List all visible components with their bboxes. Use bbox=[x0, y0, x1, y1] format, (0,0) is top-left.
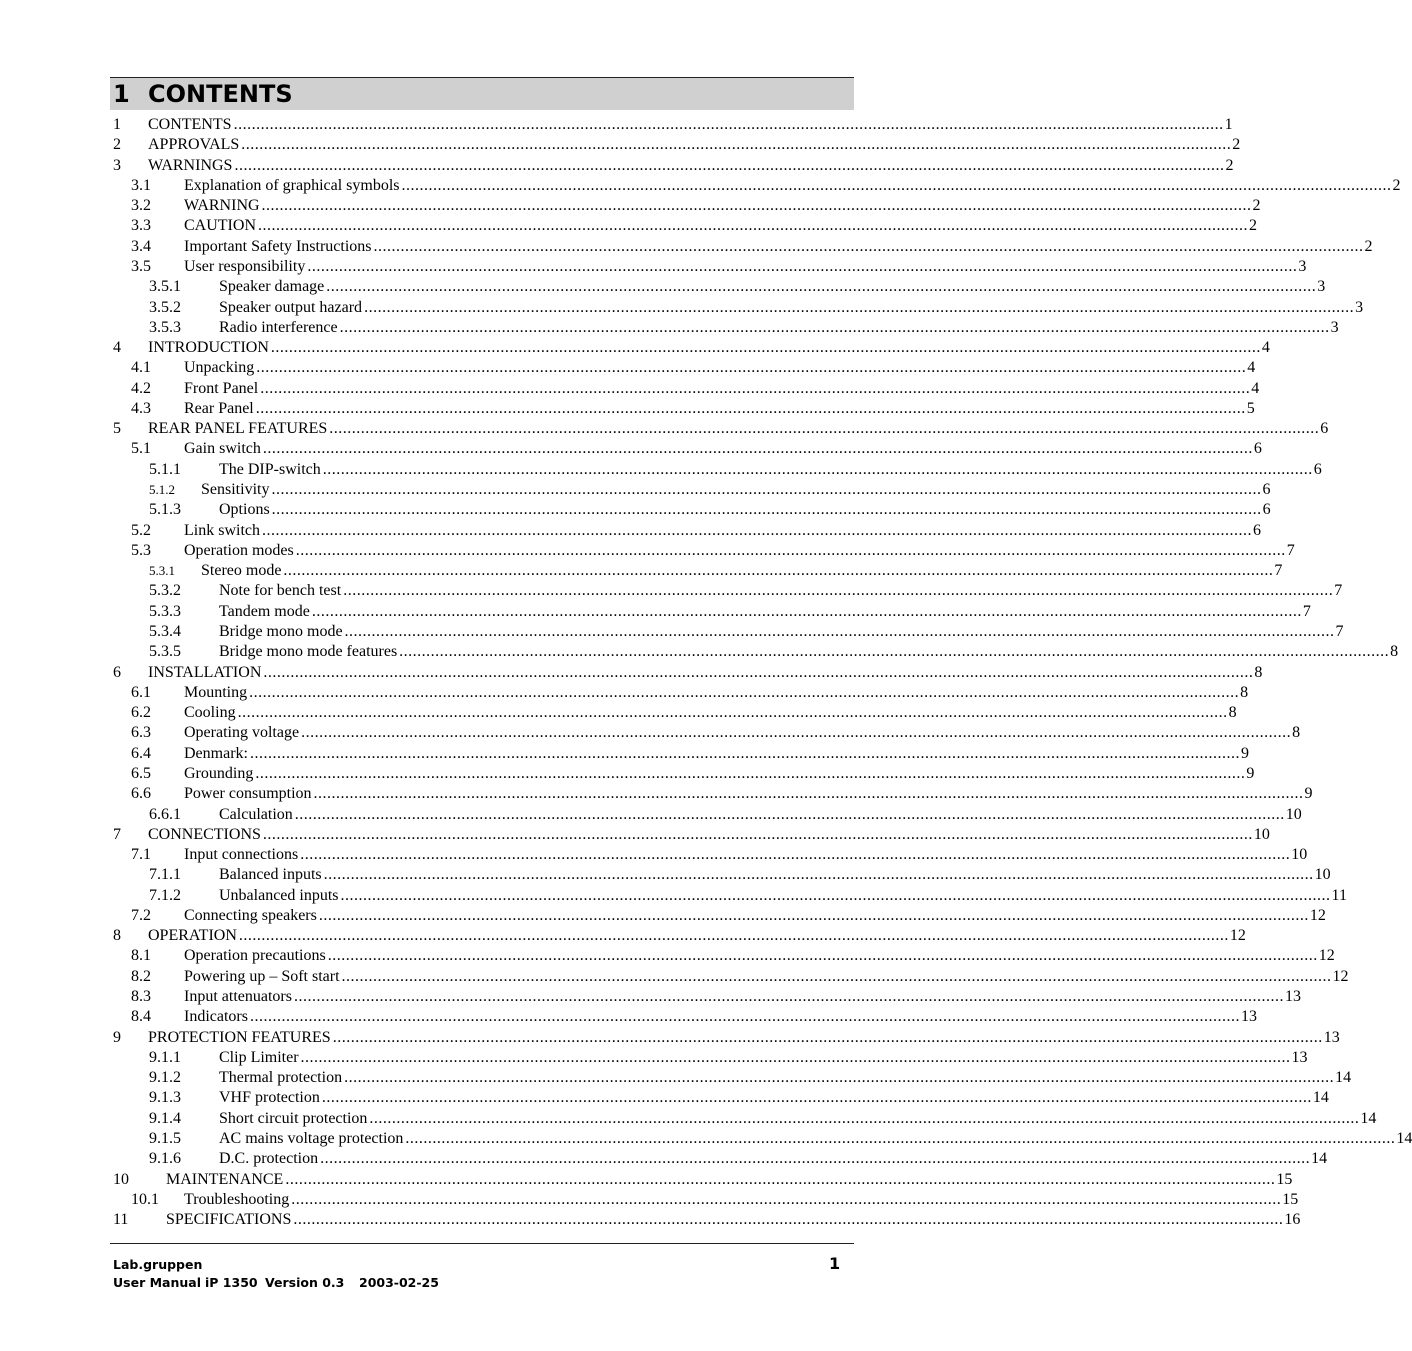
toc-dot-leader: ............................................................................................................................................................................................................................ bbox=[332, 1028, 1323, 1046]
toc-entry[interactable] bbox=[0, 1210, 1301, 1230]
toc-entry[interactable] bbox=[0, 1190, 1299, 1210]
footer-model: iP 1350 bbox=[205, 1275, 258, 1290]
toc-dot-leader: ............................................................................................................................................................................................................................ bbox=[260, 379, 1251, 397]
toc-entry-page: 2 bbox=[1392, 176, 1401, 194]
toc-entry-page: 2 bbox=[1249, 217, 1257, 235]
toc-entry-title: Balanced inputs bbox=[219, 866, 322, 884]
toc-dot-leader: ............................................................................................................................................................................................................................ bbox=[369, 1109, 1360, 1127]
toc-entry-number: 3.2 bbox=[131, 197, 151, 215]
toc-entry-page: 6 bbox=[1262, 501, 1271, 519]
toc-dot-leader: ............................................................................................................................................................................................................................ bbox=[344, 623, 1335, 640]
toc-dot-leader: ............................................................................................................................................................................................................................ bbox=[329, 420, 1320, 438]
toc-entry-page: 13 bbox=[1323, 1028, 1340, 1046]
toc-entry-number: 7.2 bbox=[131, 906, 151, 924]
toc-entry[interactable] bbox=[0, 967, 1349, 987]
footer-date: 2003-02-25 bbox=[359, 1275, 439, 1290]
footer-rule bbox=[110, 1243, 854, 1244]
toc-entry-title: The DIP-switch bbox=[219, 460, 321, 478]
toc-dot-leader: ............................................................................................................................................................................................................................ bbox=[258, 217, 1248, 235]
toc-entry-title: Denmark: bbox=[184, 744, 248, 762]
toc-entry-page: 11 bbox=[1331, 886, 1347, 904]
toc-entry[interactable] bbox=[0, 602, 1311, 622]
toc-dot-leader: ............................................................................................................................................................................................................................ bbox=[237, 704, 1228, 722]
toc-entry-title: Speaker output hazard bbox=[219, 298, 363, 316]
footer-brand: Lab.gruppen bbox=[113, 1257, 203, 1272]
toc-dot-leader: ............................................................................................................................................................................................................................ bbox=[270, 339, 1261, 357]
toc-entry-title: Calculation bbox=[219, 805, 293, 823]
toc-dot-leader: ............................................................................................................................................................................................................................ bbox=[300, 846, 1291, 864]
toc-entry[interactable] bbox=[0, 825, 1270, 845]
page-number: 1 bbox=[829, 1254, 841, 1273]
toc-entry-page: 14 bbox=[1396, 1130, 1412, 1147]
toc-entry-page: 8 bbox=[1390, 643, 1399, 661]
toc-entry-title: Rear Panel bbox=[184, 399, 254, 417]
toc-entry[interactable] bbox=[0, 805, 1302, 825]
toc-entry-title: Radio interference bbox=[219, 318, 338, 336]
toc-dot-leader: ............................................................................................................................................................................................................................ bbox=[255, 399, 1246, 417]
toc-entry-title: APPROVALS bbox=[148, 136, 240, 154]
toc-entry-page: 3 bbox=[1355, 298, 1364, 316]
toc-dot-leader: ............................................................................................................................................................................................................................ bbox=[399, 643, 1390, 661]
toc-entry[interactable] bbox=[0, 723, 1301, 743]
toc-entry-page: 6 bbox=[1320, 420, 1329, 438]
toc-entry[interactable] bbox=[0, 1129, 1412, 1149]
toc-entry[interactable] bbox=[0, 399, 1255, 419]
toc-entry-page: 4 bbox=[1247, 359, 1256, 377]
toc-dot-leader: ............................................................................................................................................................................................................................ bbox=[261, 197, 1252, 215]
toc-entry-page: 6 bbox=[1313, 460, 1322, 478]
toc-dot-leader: ............................................................................................................................................................................................................................ bbox=[300, 1048, 1291, 1066]
toc-entry-page: 6 bbox=[1262, 481, 1271, 499]
toc-entry-page: 3 bbox=[1317, 278, 1326, 296]
toc-entry-title: Explanation of graphical symbols bbox=[184, 176, 400, 194]
toc-dot-leader: ............................................................................................................................................................................................................................ bbox=[262, 825, 1253, 843]
toc-entry-number: 6.5 bbox=[131, 764, 151, 782]
toc-entry-page: 10 bbox=[1291, 846, 1308, 864]
toc-entry-number: 4.2 bbox=[131, 379, 151, 397]
toc-entry-title: Unbalanced inputs bbox=[219, 886, 339, 904]
toc-entry[interactable] bbox=[0, 196, 1261, 216]
toc-entry[interactable] bbox=[0, 906, 1326, 926]
toc-entry-page: 15 bbox=[1276, 1170, 1293, 1188]
toc-entry[interactable] bbox=[0, 1088, 1329, 1108]
toc-entry-title: WARNINGS bbox=[148, 156, 233, 174]
toc-entry[interactable] bbox=[0, 338, 1270, 358]
toc-entry-number: 8.1 bbox=[131, 947, 151, 965]
toc-entry-title: Link switch bbox=[184, 521, 260, 539]
toc-entry-number: 6.6.1 bbox=[149, 805, 181, 823]
toc-entry[interactable] bbox=[0, 379, 1260, 399]
toc-entry[interactable] bbox=[0, 622, 1344, 642]
toc-entry-number: 3.1 bbox=[131, 176, 151, 194]
toc-entry-number: 5.3.5 bbox=[149, 643, 181, 661]
toc-dot-leader: ............................................................................................................................................................................................................................ bbox=[263, 663, 1254, 681]
toc-entry-title: WARNING bbox=[184, 197, 260, 215]
heading-number: 1 bbox=[113, 80, 130, 108]
toc-entry[interactable] bbox=[0, 886, 1347, 906]
toc-entry-title: VHF protection bbox=[219, 1089, 320, 1107]
toc-dot-leader: ............................................................................................................................................................................................................................ bbox=[291, 1190, 1282, 1208]
toc-entry[interactable] bbox=[0, 541, 1295, 561]
toc-entry-title: Bridge mono mode features bbox=[219, 643, 398, 661]
toc-dot-leader: ............................................................................................................................................................................................................................ bbox=[307, 257, 1298, 275]
toc-entry-page: 2 bbox=[1364, 237, 1373, 255]
toc-entry-number: 8.2 bbox=[131, 967, 151, 985]
toc-entry-title: Input attenuators bbox=[184, 988, 292, 1006]
toc-entry[interactable] bbox=[0, 318, 1339, 338]
toc-entry-number: 7 bbox=[113, 825, 121, 843]
toc-entry[interactable] bbox=[0, 703, 1237, 723]
toc-entry-page: 8 bbox=[1292, 724, 1301, 742]
toc-dot-leader: ............................................................................................................................................................................................................................ bbox=[311, 602, 1302, 620]
toc-dot-leader: ............................................................................................................................................................................................................................ bbox=[341, 967, 1332, 985]
toc-dot-leader: ............................................................................................................................................................................................................................ bbox=[271, 501, 1262, 519]
toc-entry-title: INSTALLATION bbox=[148, 663, 262, 681]
toc-entry[interactable] bbox=[0, 1149, 1328, 1169]
toc-dot-leader: ............................................................................................................................................................................................................................ bbox=[241, 136, 1232, 154]
toc-entry-title: Gain switch bbox=[184, 440, 261, 458]
toc-dot-leader: ............................................................................................................................................................................................................................ bbox=[326, 278, 1317, 296]
toc-entry-page: 7 bbox=[1335, 623, 1344, 640]
toc-entry-title: Operation precautions bbox=[184, 947, 326, 965]
toc-entry-number: 9 bbox=[113, 1028, 121, 1046]
toc-entry-title: Operating voltage bbox=[184, 724, 300, 742]
toc-entry-page: 2 bbox=[1225, 156, 1234, 174]
toc-entry-title: Operation modes bbox=[184, 541, 294, 559]
toc-entry-page: 12 bbox=[1229, 927, 1246, 945]
toc-entry[interactable] bbox=[0, 460, 1322, 480]
toc-entry[interactable] bbox=[0, 845, 1308, 865]
toc-entry-title: INTRODUCTION bbox=[148, 339, 269, 357]
toc-entry-number: 5 bbox=[113, 420, 121, 438]
toc-entry-page: 13 bbox=[1284, 988, 1301, 1006]
toc-entry-page: 13 bbox=[1291, 1048, 1308, 1066]
toc-entry-page: 8 bbox=[1240, 683, 1249, 701]
toc-entry-page: 7 bbox=[1302, 602, 1311, 620]
toc-dot-leader: ............................................................................................................................................................................................................................ bbox=[238, 927, 1229, 945]
toc-dot-leader: ............................................................................................................................................................................................................................ bbox=[401, 176, 1392, 194]
toc-dot-leader: ............................................................................................................................................................................................................................ bbox=[283, 562, 1274, 580]
toc-entry[interactable] bbox=[0, 277, 1326, 297]
toc-entry-title: Sensitivity bbox=[201, 481, 270, 499]
toc-dot-leader: ............................................................................................................................................................................................................................ bbox=[343, 582, 1334, 600]
toc-dot-leader: ............................................................................................................................................................................................................................ bbox=[293, 1211, 1284, 1229]
contents-heading bbox=[110, 77, 854, 110]
toc-entry[interactable] bbox=[0, 500, 1271, 520]
toc-entry[interactable] bbox=[0, 1028, 1340, 1048]
toc-entry-page: 8 bbox=[1254, 663, 1263, 681]
toc-entry-page: 3 bbox=[1298, 257, 1307, 275]
toc-entry[interactable] bbox=[0, 987, 1301, 1007]
toc-entry-number: 3 bbox=[113, 156, 121, 174]
footer-doc: User Manual bbox=[113, 1275, 201, 1290]
toc-entry-number: 5.1.1 bbox=[149, 460, 181, 478]
toc-dot-leader: ............................................................................................................................................................................................................................ bbox=[234, 156, 1225, 174]
toc-entry-number: 9.1.5 bbox=[149, 1130, 181, 1147]
toc-entry[interactable] bbox=[0, 581, 1343, 601]
toc-entry-number: 4 bbox=[113, 339, 121, 357]
toc-entry-page: 10 bbox=[1253, 825, 1270, 843]
toc-entry-number: 9.1.4 bbox=[149, 1109, 181, 1127]
toc-dot-leader: ............................................................................................................................................................................................................................ bbox=[318, 906, 1309, 924]
toc-entry[interactable] bbox=[0, 642, 1399, 662]
toc-entry-title: Unpacking bbox=[184, 359, 255, 377]
toc-entry-title: PROTECTION FEATURES bbox=[148, 1028, 331, 1046]
toc-entry-number: 9.1.1 bbox=[149, 1048, 181, 1066]
toc-entry-number: 6.2 bbox=[131, 704, 151, 722]
toc-entry-title: Mounting bbox=[184, 683, 248, 701]
toc-entry-page: 10 bbox=[1285, 805, 1302, 823]
toc-entry-number: 3.5.3 bbox=[149, 318, 181, 336]
toc-entry-page: 14 bbox=[1311, 1150, 1328, 1168]
toc-entry-page: 7 bbox=[1274, 562, 1283, 580]
toc-entry-title: Clip Limiter bbox=[219, 1048, 299, 1066]
toc-entry-page: 9 bbox=[1304, 785, 1313, 803]
toc-entry-title: Indicators bbox=[184, 1008, 248, 1026]
toc-entry[interactable] bbox=[0, 683, 1249, 703]
toc-entry-page: 15 bbox=[1282, 1190, 1299, 1208]
toc-entry-title: Powering up – Soft start bbox=[184, 967, 340, 985]
toc-dot-leader: ............................................................................................................................................................................................................................ bbox=[313, 785, 1304, 803]
toc-entry-title: Grounding bbox=[184, 764, 254, 782]
toc-entry[interactable] bbox=[0, 1068, 1352, 1088]
toc-entry-title: CONTENTS bbox=[148, 116, 232, 133]
toc-dot-leader: ............................................................................................................................................................................................................................ bbox=[405, 1130, 1396, 1147]
toc-entry[interactable] bbox=[0, 237, 1373, 257]
toc-entry-number: 8 bbox=[113, 927, 121, 945]
toc-entry[interactable] bbox=[0, 1048, 1308, 1068]
toc-dot-leader: ............................................................................................................................................................................................................................ bbox=[340, 886, 1331, 904]
toc-entry[interactable] bbox=[0, 764, 1255, 784]
toc-entry-number: 3.5.1 bbox=[149, 278, 181, 296]
toc-entry-number: 5.3.4 bbox=[149, 623, 181, 640]
toc-entry[interactable] bbox=[0, 946, 1335, 966]
toc-entry-number: 3.5.2 bbox=[149, 298, 181, 316]
toc-entry-number: 3.3 bbox=[131, 217, 151, 235]
toc-entry-title: Input connections bbox=[184, 846, 299, 864]
toc-entry-page: 3 bbox=[1330, 318, 1339, 336]
toc-dot-leader: ............................................................................................................................................................................................................................ bbox=[344, 1069, 1335, 1087]
toc-entry-number: 6 bbox=[113, 663, 121, 681]
toc-entry[interactable] bbox=[0, 176, 1401, 196]
toc-entry[interactable] bbox=[0, 561, 1283, 581]
toc-entry-title: Stereo mode bbox=[201, 562, 282, 580]
toc-entry-number: 6.1 bbox=[131, 683, 151, 701]
toc-dot-leader: ............................................................................................................................................................................................................................ bbox=[249, 683, 1240, 701]
toc-entry[interactable] bbox=[0, 358, 1256, 378]
toc-entry-number: 5.2 bbox=[131, 521, 151, 539]
toc-entry-title: Troubleshooting bbox=[184, 1190, 290, 1208]
toc-entry-title: Bridge mono mode bbox=[219, 623, 343, 640]
toc-entry-title: Note for bench test bbox=[219, 582, 342, 600]
toc-entry-number: 2 bbox=[113, 136, 121, 154]
toc-entry-number: 7.1 bbox=[131, 846, 151, 864]
toc-entry-page: 5 bbox=[1246, 399, 1255, 417]
toc-entry-number: 7.1.2 bbox=[149, 886, 181, 904]
toc-entry-title: MAINTENANCE bbox=[166, 1170, 284, 1188]
toc-dot-leader: ............................................................................................................................................................................................................................ bbox=[373, 237, 1364, 255]
toc-entry-page: 9 bbox=[1240, 744, 1249, 762]
toc-entry-title: Short circuit protection bbox=[219, 1109, 368, 1127]
toc-entry-page: 13 bbox=[1240, 1008, 1257, 1026]
toc-entry-title: D.C. protection bbox=[219, 1150, 319, 1168]
toc-entry-title: Important Safety Instructions bbox=[184, 237, 372, 255]
toc-entry-number: 9.1.3 bbox=[149, 1089, 181, 1107]
toc-entry[interactable] bbox=[0, 298, 1364, 318]
toc-entry-number: 8.4 bbox=[131, 1008, 151, 1026]
toc-dot-leader: ............................................................................................................................................................................................................................ bbox=[323, 866, 1314, 884]
toc-entry[interactable] bbox=[0, 1007, 1257, 1027]
toc-dot-leader: ............................................................................................................................................................................................................................ bbox=[262, 440, 1253, 458]
toc-entry-page: 2 bbox=[1252, 197, 1261, 215]
toc-entry-number: 10.1 bbox=[131, 1190, 159, 1208]
toc-entry[interactable] bbox=[0, 135, 1241, 155]
toc-entry-page: 12 bbox=[1332, 967, 1349, 985]
toc-dot-leader: ............................................................................................................................................................................................................................ bbox=[271, 481, 1262, 499]
toc-dot-leader: ............................................................................................................................................................................................................................ bbox=[256, 359, 1247, 377]
toc-entry-number: 4.1 bbox=[131, 359, 151, 377]
toc-entry-title: CAUTION bbox=[184, 217, 256, 235]
toc-entry[interactable] bbox=[0, 115, 1233, 135]
toc-entry-number: 6.6 bbox=[131, 785, 151, 803]
toc-dot-leader: ............................................................................................................................................................................................................................ bbox=[295, 541, 1286, 559]
toc-dot-leader: ............................................................................................................................................................................................................................ bbox=[233, 116, 1224, 133]
heading-title: CONTENTS bbox=[148, 80, 293, 108]
toc-entry-number: 3.4 bbox=[131, 237, 151, 255]
toc-dot-leader: ............................................................................................................................................................................................................................ bbox=[301, 724, 1292, 742]
toc-entry[interactable] bbox=[0, 156, 1234, 176]
toc-dot-leader: ............................................................................................................................................................................................................................ bbox=[327, 947, 1318, 965]
toc-entry-page: 8 bbox=[1228, 704, 1237, 722]
toc-entry-number: 6.4 bbox=[131, 744, 151, 762]
toc-entry-number: 3.5 bbox=[131, 257, 151, 275]
toc-dot-leader: ............................................................................................................................................................................................................................ bbox=[255, 764, 1246, 782]
toc-entry-number: 5.3 bbox=[131, 541, 151, 559]
toc-dot-leader: ............................................................................................................................................................................................................................ bbox=[285, 1170, 1276, 1188]
toc-entry-title: Tandem mode bbox=[219, 602, 310, 620]
toc-entry-number: 8.3 bbox=[131, 988, 151, 1006]
footer-version: Version 0.3 bbox=[265, 1275, 345, 1290]
toc-entry-number: 10 bbox=[113, 1170, 129, 1188]
toc-entry[interactable] bbox=[0, 216, 1257, 236]
toc-entry-number: 6.3 bbox=[131, 724, 151, 742]
toc-entry[interactable] bbox=[0, 480, 1271, 500]
toc-entry[interactable] bbox=[0, 744, 1249, 764]
toc-entry-page: 9 bbox=[1246, 764, 1255, 782]
toc-entry-title: Thermal protection bbox=[219, 1069, 343, 1087]
toc-entry-number: 5.3.3 bbox=[149, 602, 181, 620]
toc-entry-number: 5.1.2 bbox=[149, 482, 175, 498]
toc-dot-leader: ............................................................................................................................................................................................................................ bbox=[294, 805, 1285, 823]
toc-entry-number: 7.1.1 bbox=[149, 866, 181, 884]
toc-dot-leader: ............................................................................................................................................................................................................................ bbox=[322, 460, 1313, 478]
toc-dot-leader: ............................................................................................................................................................................................................................ bbox=[364, 298, 1355, 316]
toc-entry[interactable] bbox=[0, 865, 1331, 885]
toc-dot-leader: ............................................................................................................................................................................................................................ bbox=[339, 318, 1330, 336]
toc-entry-number: 5.3.1 bbox=[149, 563, 175, 579]
toc-entry-page: 7 bbox=[1286, 541, 1295, 559]
toc-entry-title: AC mains voltage protection bbox=[219, 1130, 404, 1147]
toc-entry-page: 7 bbox=[1334, 582, 1343, 600]
toc-entry[interactable] bbox=[0, 663, 1263, 683]
toc-entry-number: 9.1.6 bbox=[149, 1150, 181, 1168]
toc-entry-title: CONNECTIONS bbox=[148, 825, 261, 843]
toc-entry-number: 5.3.2 bbox=[149, 582, 181, 600]
toc-entry-number: 9.1.2 bbox=[149, 1069, 181, 1087]
toc-entry[interactable] bbox=[0, 521, 1261, 541]
toc-entry-title: Speaker damage bbox=[219, 278, 325, 296]
toc-entry-page: 12 bbox=[1309, 906, 1326, 924]
toc-entry-page: 4 bbox=[1261, 339, 1270, 357]
toc-entry-page: 1 bbox=[1224, 116, 1233, 133]
toc-entry-title: Options bbox=[219, 501, 270, 519]
toc-dot-leader: ............................................................................................................................................................................................................................ bbox=[293, 988, 1284, 1006]
toc-entry-page: 6 bbox=[1253, 521, 1261, 539]
toc-entry[interactable] bbox=[0, 1109, 1377, 1129]
toc-entry-title: Cooling bbox=[184, 704, 236, 722]
toc-entry-page: 6 bbox=[1253, 440, 1262, 458]
toc-entry-page: 10 bbox=[1314, 866, 1331, 884]
toc-entry-number: 11 bbox=[113, 1211, 129, 1229]
toc-entry-title: Power consumption bbox=[184, 785, 312, 803]
toc-entry-title: SPECIFICATIONS bbox=[166, 1211, 292, 1229]
toc-dot-leader: ............................................................................................................................................................................................................................ bbox=[249, 744, 1240, 762]
toc-entry-page: 4 bbox=[1251, 379, 1260, 397]
toc-entry[interactable] bbox=[0, 439, 1262, 459]
toc-entry-page: 2 bbox=[1232, 136, 1241, 154]
toc-entry-page: 14 bbox=[1335, 1069, 1352, 1087]
toc-entry[interactable] bbox=[0, 784, 1313, 804]
toc-entry-number: 5.1 bbox=[131, 440, 151, 458]
toc-dot-leader: ............................................................................................................................................................................................................................ bbox=[262, 521, 1252, 539]
toc-entry-number: 1 bbox=[113, 116, 121, 133]
toc-entry[interactable] bbox=[0, 926, 1246, 946]
toc-entry-title: Front Panel bbox=[184, 379, 259, 397]
toc-entry-title: Connecting speakers bbox=[184, 906, 317, 924]
toc-dot-leader: ............................................................................................................................................................................................................................ bbox=[249, 1008, 1240, 1026]
toc-entry-page: 14 bbox=[1360, 1109, 1377, 1127]
toc-entry[interactable] bbox=[0, 257, 1307, 277]
toc-entry-number: 5.1.3 bbox=[149, 501, 181, 519]
toc-entry-title: REAR PANEL FEATURES bbox=[148, 420, 328, 438]
toc-entry-page: 14 bbox=[1312, 1089, 1329, 1107]
toc-dot-leader: ............................................................................................................................................................................................................................ bbox=[321, 1089, 1312, 1107]
toc-entry-number: 4.3 bbox=[131, 399, 151, 417]
toc-entry-page: 12 bbox=[1318, 947, 1335, 965]
toc-entry[interactable] bbox=[0, 419, 1329, 439]
toc-entry-title: User responsibility bbox=[184, 257, 306, 275]
toc-entry-page: 16 bbox=[1284, 1211, 1301, 1229]
toc-entry[interactable] bbox=[0, 1170, 1293, 1190]
toc-entry-title: OPERATION bbox=[148, 927, 237, 945]
toc-dot-leader: ............................................................................................................................................................................................................................ bbox=[320, 1150, 1311, 1168]
